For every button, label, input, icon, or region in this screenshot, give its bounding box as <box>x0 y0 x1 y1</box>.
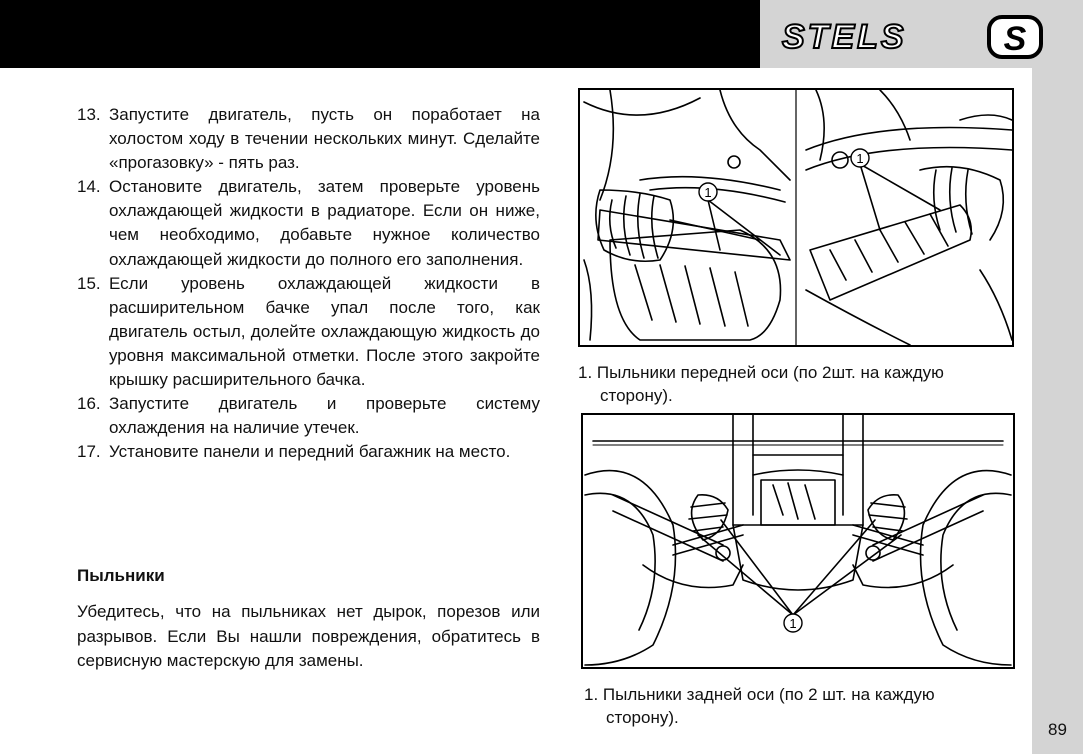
callout-1-front-left <box>699 183 717 201</box>
instruction-step <box>77 440 540 464</box>
side-bar <box>1032 68 1083 754</box>
front-figure-caption <box>578 361 1028 407</box>
step-number: 14. <box>77 177 101 197</box>
rear-axle-boots-figure <box>581 413 1015 669</box>
header-bar <box>0 0 760 68</box>
instruction-step <box>77 272 540 392</box>
instruction-step <box>77 103 540 175</box>
caption-line: 1. Пыльники задней оси (по 2 шт. на каждую <box>584 685 935 704</box>
step-number: 16. <box>77 394 101 414</box>
callout-1-front-right <box>851 149 869 167</box>
instruction-step <box>77 392 540 440</box>
section-body: Убедитесь, что на пыльниках нет дырок, порезов или разрывов. Если Вы нашли повреждения, обратитесь в сервисную мастерскую для замены. <box>77 602 540 670</box>
svg-text:1: 1 <box>704 185 712 200</box>
step-text: Запустите двигатель и проверьте систему охлаждения на наличие утечек. <box>109 394 540 438</box>
front-axle-boots-figure <box>578 88 1014 347</box>
step-number: 13. <box>77 105 101 124</box>
caption-line: сторону). <box>606 708 679 727</box>
step-text: Остановите двигатель, затем проверьте уровень охлаждающей жидкости в радиаторе. Если он ниже, чем необходимо, добавьте нужное количество охлаждающей жидкости до полного его заполнения. <box>109 177 540 269</box>
brand-logo-text: STELS <box>782 18 907 56</box>
caption-line: 1. Пыльники передней оси (по 2шт. на каждую <box>578 363 944 382</box>
step-number: 15. <box>77 273 101 293</box>
svg-text:1: 1 <box>856 151 864 166</box>
logo-area <box>760 0 1083 68</box>
step-text: Если уровень охлаждающей жидкости в расширительном бачке упал после того, как двигатель остыл, долейте охлаждающую жидкость до уровня максимальной отметки. После этого закройте крышку расширительного бачка. <box>109 273 540 390</box>
caption-line: сторону). <box>600 386 673 405</box>
step-text: Запустите двигатель, пусть он поработает на холостом ходу в течении нескольких минут. Сделайте «прогазовку» - пять раз. <box>109 105 540 173</box>
svg-text:1: 1 <box>789 616 797 631</box>
page-number: 89 <box>1048 720 1067 739</box>
instruction-step <box>77 175 540 271</box>
rear-figure-caption <box>584 683 1024 729</box>
callout-1-rear <box>784 614 802 632</box>
rear-axle-illustration <box>583 415 1013 667</box>
section-title: Пыльники <box>77 566 165 585</box>
logo-badge-letter: S <box>1003 20 1027 58</box>
step-number: 17. <box>77 442 101 462</box>
brand-logo-badge <box>986 14 1044 60</box>
front-axle-illustration <box>580 90 1012 345</box>
step-text: Установите панели и передний багажник на место. <box>109 442 511 462</box>
instruction-list <box>77 103 540 464</box>
